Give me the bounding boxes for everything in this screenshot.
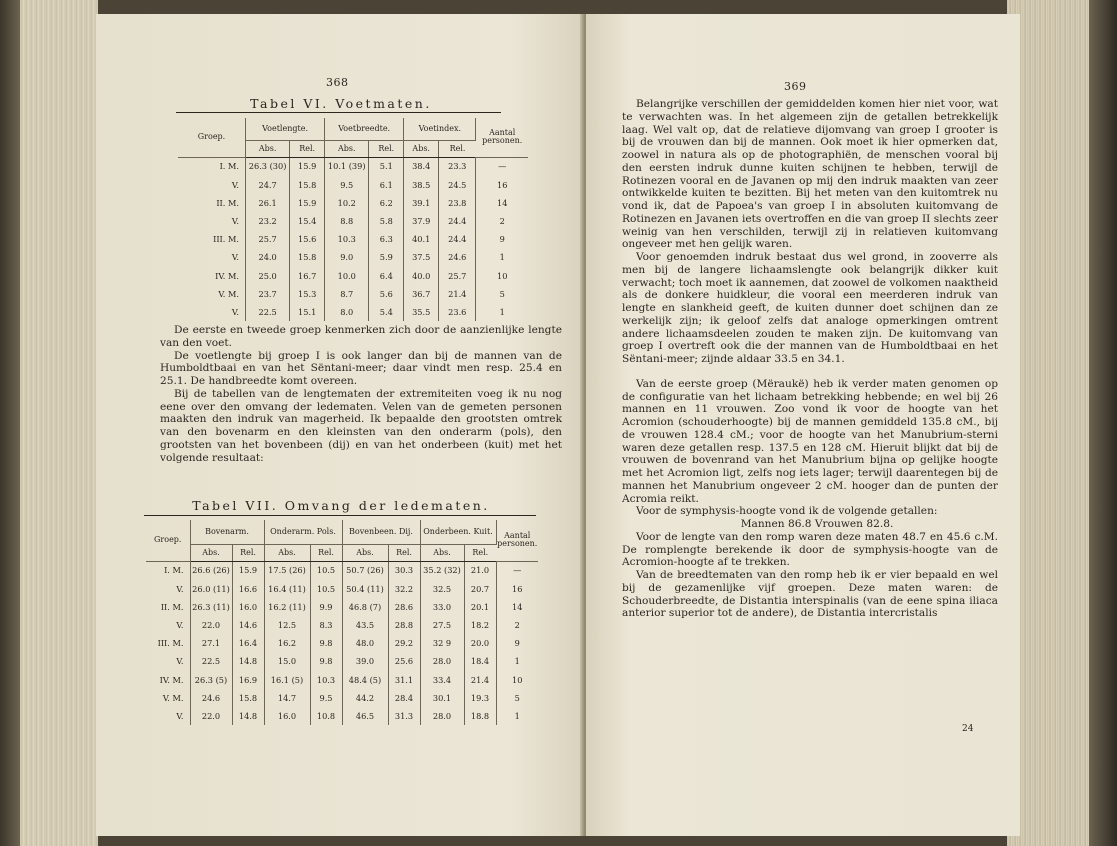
paragraph: Voor de lengte van den romp waren deze maten 48.7 en 45.6 c.M. De romplengte berekende ik door de symphysis-hoogte van de Acromion-hoogte af te trekken. — [622, 530, 998, 569]
table-cell: 15.6 — [290, 230, 325, 248]
group-label: IV. M. — [146, 671, 190, 689]
header-count: Aantal personen. — [476, 118, 528, 157]
subheader-cell: Abs. — [342, 544, 388, 561]
group-label: V. — [146, 707, 190, 725]
table-cell: 18.8 — [464, 707, 496, 725]
table-row — [146, 598, 538, 616]
subheader-cell: Abs. — [246, 140, 290, 157]
header-foot-length: Voetlengte. — [246, 118, 325, 140]
table-cell: 24.7 — [246, 176, 290, 194]
table-cell: 46.8 (7) — [342, 598, 388, 616]
group-label: I. M. — [178, 157, 246, 176]
table-cell: 5 — [499, 288, 505, 299]
table-cell: 5.6 — [369, 285, 404, 303]
subheader-cell: Rel. — [369, 140, 404, 157]
left-page-edges — [0, 0, 98, 846]
table-cell: 24.6 — [190, 689, 232, 707]
table-cell: 9.5 — [325, 176, 369, 194]
table-cell: 9.8 — [310, 652, 342, 670]
table-cell: 16.4 (11) — [264, 580, 310, 598]
table-row — [146, 707, 538, 725]
table-cell: 26.0 (11) — [190, 580, 232, 598]
header-calf: Onderbeen. Kuit. — [420, 520, 496, 544]
table-title: Tabel VI. Voetmaten. — [250, 96, 432, 111]
table-cell: 28.6 — [388, 598, 420, 616]
table-cell: 12.5 — [264, 616, 310, 634]
table-row — [178, 285, 528, 303]
left-body-text — [160, 324, 562, 464]
limb-circumference-table — [146, 520, 538, 725]
table-cell: 14.8 — [232, 707, 264, 725]
table-row — [146, 652, 538, 670]
table-cell: 15.8 — [290, 248, 325, 266]
group-label: V. — [178, 303, 246, 321]
table-cell: 15.4 — [290, 212, 325, 230]
table-cell: 15.9 — [290, 157, 325, 176]
table-cell: 14.6 — [232, 616, 264, 634]
table-row — [178, 248, 528, 266]
table-cell: 35.2 (32) — [420, 561, 464, 580]
table-cell: 50.7 (26) — [342, 561, 388, 580]
table-cell: 48.4 (5) — [342, 671, 388, 689]
table-cell: 23.8 — [439, 194, 476, 212]
table-cell: 10 — [512, 674, 523, 685]
table-cell: 9 — [499, 234, 505, 245]
subheader-cell: Rel. — [232, 544, 264, 561]
table-cell: 35.5 — [404, 303, 439, 321]
subheader-cell: Abs. — [190, 544, 232, 561]
table-cell: 6.2 — [369, 194, 404, 212]
subheader-cell: Rel. — [388, 544, 420, 561]
table-cell: 26.3 (5) — [190, 671, 232, 689]
table-cell: 24.6 — [439, 248, 476, 266]
table-cell: 15.3 — [290, 285, 325, 303]
table-cell: 23.3 — [439, 157, 476, 176]
header-foot-width: Voetbreedte. — [325, 118, 404, 140]
table-cell: 15.9 — [232, 561, 264, 580]
table-cell: 2 — [499, 216, 505, 227]
table-cell: 8.7 — [325, 285, 369, 303]
table-cell: 1 — [514, 656, 520, 667]
table-cell: 16.7 — [290, 267, 325, 285]
foot-measurements-table — [178, 118, 528, 321]
paragraph: Van de eerste groep (Mëraukë) heb ik verder maten genomen op de configuratie van het lichaam betrekking hebbende; en wel bij 26 mannen en 11 vrouwen. Zoo vond ik voor de hoogte van het Acromion (schouderhoogte) bij de mannen gemiddeld 135.8 cM., bij de vrouwen 128.4 cM.; voor de hoogte van het Manubrium-sterni waren deze getallen resp. 137.5 en 128 cM. Hieruit blijkt dat bij de vrouwen de bovenrand van het Manubrium bijna op gelijke hoogte met het Acromion ligt, zelfs nog iets lager; terwijl daarentegen bij de mannen het Manubrium ongeveer 2 cM. hooger dan de punten der Acromia reikt. — [622, 377, 998, 505]
table-cell: 18.2 — [464, 616, 496, 634]
table-title: Tabel VII. Omvang der ledematen. — [192, 498, 490, 513]
table-cell: 6.3 — [369, 230, 404, 248]
table-cell: 32.2 — [388, 580, 420, 598]
subheader-cell: Abs. — [404, 140, 439, 157]
group-label: III. M. — [178, 230, 246, 248]
table-cell: 39.1 — [404, 194, 439, 212]
table-cell: 40.0 — [404, 267, 439, 285]
group-label: V. M. — [146, 689, 190, 707]
table-cell: 10.5 — [310, 561, 342, 580]
table-cell: 50.4 (11) — [342, 580, 388, 598]
group-label: V. — [146, 580, 190, 598]
table-cell: 36.7 — [404, 285, 439, 303]
header-count: Aantal personen. — [496, 520, 538, 561]
table-cell: 21.0 — [464, 561, 496, 580]
table-cell: 15.1 — [290, 303, 325, 321]
group-label: V. M. — [178, 285, 246, 303]
table-cell: 28.8 — [388, 616, 420, 634]
table-cell: 23.7 — [246, 285, 290, 303]
paragraph: Bij de tabellen van de lengtematen der extremiteiten voeg ik nu nog eene over den omvang der ledematen. Velen van de gemeten personen maakten den indruk van magerheid. Ik bepaalde den grootsten omtrek van den bovenarm en den kleinsten van den onderarm (pols), den grootsten van het bovenbeen (dij) en van het onderbeen (kuit) met het volgende resultaat: — [160, 387, 562, 464]
table-cell: 24.0 — [246, 248, 290, 266]
left-page — [96, 14, 584, 836]
table-cell: 1 — [499, 306, 505, 317]
table-row — [146, 616, 538, 634]
paragraph: De eerste en tweede groep kenmerken zich door de aanzienlijke lengte van den voet. — [160, 324, 562, 349]
table-cell: 26.3 (11) — [190, 598, 232, 616]
table-cell: 21.4 — [439, 285, 476, 303]
table-cell: 6.4 — [369, 267, 404, 285]
table-row — [146, 689, 538, 707]
group-label: V. — [146, 616, 190, 634]
table-cell: 46.5 — [342, 707, 388, 725]
table-cell: 24.4 — [439, 230, 476, 248]
table-cell: 24.5 — [439, 176, 476, 194]
subheader-cell: Abs. — [420, 544, 464, 561]
table-cell: 8.8 — [325, 212, 369, 230]
table-rule — [144, 515, 536, 516]
table-cell: 25.6 — [388, 652, 420, 670]
right-page — [586, 14, 1020, 836]
table-row — [178, 176, 528, 194]
table-cell: 5.1 — [369, 157, 404, 176]
table-cell: 20.0 — [464, 634, 496, 652]
table-cell: 2 — [514, 620, 520, 631]
table-cell: 5.4 — [369, 303, 404, 321]
table-cell: 38.4 — [404, 157, 439, 176]
table-cell: 21.4 — [464, 671, 496, 689]
group-label: V. — [178, 176, 246, 194]
table-row — [178, 157, 528, 176]
table-cell: 22.0 — [190, 616, 232, 634]
table-cell: 16.6 — [232, 580, 264, 598]
group-label: IV. M. — [178, 267, 246, 285]
table-cell: — — [513, 565, 522, 576]
table-cell: 25.7 — [246, 230, 290, 248]
table-cell: 10.5 — [310, 580, 342, 598]
subheader-cell: Abs. — [325, 140, 369, 157]
table-cell: 23.2 — [246, 212, 290, 230]
table-cell: 20.7 — [464, 580, 496, 598]
table-cell: 26.6 (26) — [190, 561, 232, 580]
table-cell: 16 — [496, 179, 508, 190]
table-cell: 16 — [512, 583, 523, 594]
group-label: V. — [146, 652, 190, 670]
table-cell: 16.9 — [232, 671, 264, 689]
table-cell: 16.2 — [264, 634, 310, 652]
right-page-edges — [1007, 0, 1117, 846]
table-row — [178, 212, 528, 230]
table-cell: 22.5 — [190, 652, 232, 670]
table-cell: 26.1 — [246, 194, 290, 212]
table-row — [146, 580, 538, 598]
table-row — [146, 671, 538, 689]
table-cell: 10.3 — [310, 671, 342, 689]
table-cell: 8.3 — [310, 616, 342, 634]
table-cell: 25.7 — [439, 267, 476, 285]
table-cell: 33.0 — [420, 598, 464, 616]
table-cell: 9.0 — [325, 248, 369, 266]
table-cell: 28.0 — [420, 652, 464, 670]
table-cell: 39.0 — [342, 652, 388, 670]
table-cell: 16.0 — [264, 707, 310, 725]
table-cell: 28.4 — [388, 689, 420, 707]
table-cell: 27.1 — [190, 634, 232, 652]
table-cell: 38.5 — [404, 176, 439, 194]
table-cell: 9.9 — [310, 598, 342, 616]
subheader-cell: Rel. — [464, 544, 496, 561]
header-thigh: Bovenbeen. Dij. — [342, 520, 420, 544]
group-label: V. — [178, 248, 246, 266]
table-cell: 33.4 — [420, 671, 464, 689]
table-cell: 32.5 — [420, 580, 464, 598]
table-cell: — — [498, 161, 507, 172]
table-cell: 8.0 — [325, 303, 369, 321]
paragraph: Belangrijke verschillen der gemiddelden komen hier niet voor, wat te verwachten was. In het algemeen zijn de getallen betrekkelijk laag. Wel valt op, dat de relatieve dijomvang van groep I grooter is bij de vrouwen dan bij de mannen. Ook moet ik hier opmerken dat, zoowel in natura als op de photographiën, de menschen vooral bij den eersten indruk dunne kuiten schijnen te hebben, terwijl de Rotinezen vooral en de Javanen op mij den indruk maakten van zeer ontwikkelde kuiten te bezitten. Bij het meten van den kuitomtrek nu vond ik, dat de Papoea's van groep I in absoluten kuitomvang de Rotinezen en Javanen iets overtroffen en die van groep II slechts zeer weinig van hen verschilden, terwijl zij in relatieven kuitomvang ongeveer met hen gelijk waren. — [622, 98, 998, 251]
table-cell: 25.0 — [246, 267, 290, 285]
paragraph: Mannen 86.8 Vrouwen 82.8. — [740, 518, 894, 530]
table-cell: 24.4 — [439, 212, 476, 230]
table-cell: 28.0 — [420, 707, 464, 725]
table-cell: 16.4 — [232, 634, 264, 652]
table-row — [178, 303, 528, 321]
table-cell: 37.9 — [404, 212, 439, 230]
table-cell: 16.2 (11) — [264, 598, 310, 616]
table-row — [178, 194, 528, 212]
header-group: Groep. — [178, 118, 246, 157]
page-number: 368 — [326, 76, 349, 89]
table-cell: 14 — [512, 601, 523, 612]
table-cell: 10 — [496, 270, 508, 281]
table-cell: 14.8 — [232, 652, 264, 670]
table-cell: 22.5 — [246, 303, 290, 321]
table-cell: 23.6 — [439, 303, 476, 321]
table-cell: 6.1 — [369, 176, 404, 194]
table-cell: 5.9 — [369, 248, 404, 266]
table-cell: 9 — [514, 638, 520, 649]
table-cell: 30.3 — [388, 561, 420, 580]
table-cell: 9.8 — [310, 634, 342, 652]
table-cell: 20.1 — [464, 598, 496, 616]
paragraph: Van de breedtematen van den romp heb ik er vier bepaald en wel bij de gezamenlijke vijf groepen. Deze maten waren: de Schouderbreedte, de Distantia interspinalis (van de eene spina iliaca anterior superior tot de andere), de Distantia intercristalis — [622, 569, 998, 620]
table-cell: 1 — [499, 252, 505, 263]
table-cell: 30.1 — [420, 689, 464, 707]
table-cell: 19.3 — [464, 689, 496, 707]
subheader-cell: Abs. — [264, 544, 310, 561]
table-cell: 29.2 — [388, 634, 420, 652]
table-cell: 16.0 — [232, 598, 264, 616]
table-cell: 16.1 (5) — [264, 671, 310, 689]
table-cell: 37.5 — [404, 248, 439, 266]
table-cell: 9.5 — [310, 689, 342, 707]
table-cell: 10.2 — [325, 194, 369, 212]
table-row — [146, 634, 538, 652]
table-cell: 10.8 — [310, 707, 342, 725]
group-label: III. M. — [146, 634, 190, 652]
right-body-text — [622, 98, 998, 620]
paragraph: Voor genoemden indruk bestaat dus wel grond, in zooverre als men bij de langere lichaamslengte ook belangrijk dikker kuit verwacht; toch moet ik aannemen, dat zoowel de volkomen naaktheid als de donkere huidkleur, die vooral een meerderen indruk van lengte en slankheid geeft, de kuiten dunner doet schijnen dan ze werkelijk zijn; ik geloof zelfs dat analoge opmerkingen omtrent andere lichaamsdeelen zouden te maken zijn. De kuitomvang van groep I overtreft ook die der mannen van de Humboldtbaai en het Sëntani-meer; zijnde aldaar 33.5 en 34.1. — [622, 251, 998, 365]
table-cell: 5 — [514, 692, 520, 703]
table-row — [146, 561, 538, 580]
table-cell: 10.0 — [325, 267, 369, 285]
subheader-cell: Rel. — [290, 140, 325, 157]
group-label: II. M. — [178, 194, 246, 212]
paragraph: Voor de symphysis-hoogte vond ik de volgende getallen: — [636, 505, 938, 518]
paragraph: De voetlengte bij groep I is ook langer dan bij de mannen van de Humboldtbaai en van het Sëntani-meer; daar vindt men resp. 25.4 en 25.1. De handbreedte komt overeen. — [160, 349, 562, 387]
table-cell: 40.1 — [404, 230, 439, 248]
table-cell: 31.3 — [388, 707, 420, 725]
table-cell: 15.0 — [264, 652, 310, 670]
table-row — [178, 230, 528, 248]
table-cell: 15.9 — [290, 194, 325, 212]
signature-mark: 24 — [962, 724, 974, 734]
table-cell: 31.1 — [388, 671, 420, 689]
table-cell: 10.3 — [325, 230, 369, 248]
group-label: I. M. — [146, 561, 190, 580]
table-cell: 15.8 — [232, 689, 264, 707]
table-cell: 27.5 — [420, 616, 464, 634]
table-cell: 14.7 — [264, 689, 310, 707]
table-row — [178, 267, 528, 285]
header-forearm: Onderarm. Pols. — [264, 520, 342, 544]
table-cell: 17.5 (26) — [264, 561, 310, 580]
table-cell: 43.5 — [342, 616, 388, 634]
subheader-cell: Rel. — [310, 544, 342, 561]
table-cell: 48.0 — [342, 634, 388, 652]
page-number: 369 — [784, 80, 807, 93]
header-group: Groep. — [146, 520, 190, 561]
table-cell: 10.1 (39) — [325, 157, 369, 176]
header-foot-index: Voetindex. — [404, 118, 476, 140]
table-cell: 5.8 — [369, 212, 404, 230]
table-cell: 32 9 — [420, 634, 464, 652]
table-rule — [176, 112, 501, 113]
table-cell: 26.3 (30) — [246, 157, 290, 176]
header-upper-arm: Bovenarm. — [190, 520, 264, 544]
table-cell: 1 — [514, 710, 520, 721]
table-cell: 14 — [496, 197, 508, 208]
table-cell: 44.2 — [342, 689, 388, 707]
table-cell: 18.4 — [464, 652, 496, 670]
subheader-cell: Rel. — [439, 140, 476, 157]
group-label: V. — [178, 212, 246, 230]
group-label: II. M. — [146, 598, 190, 616]
table-cell: 15.8 — [290, 176, 325, 194]
table-cell: 22.0 — [190, 707, 232, 725]
